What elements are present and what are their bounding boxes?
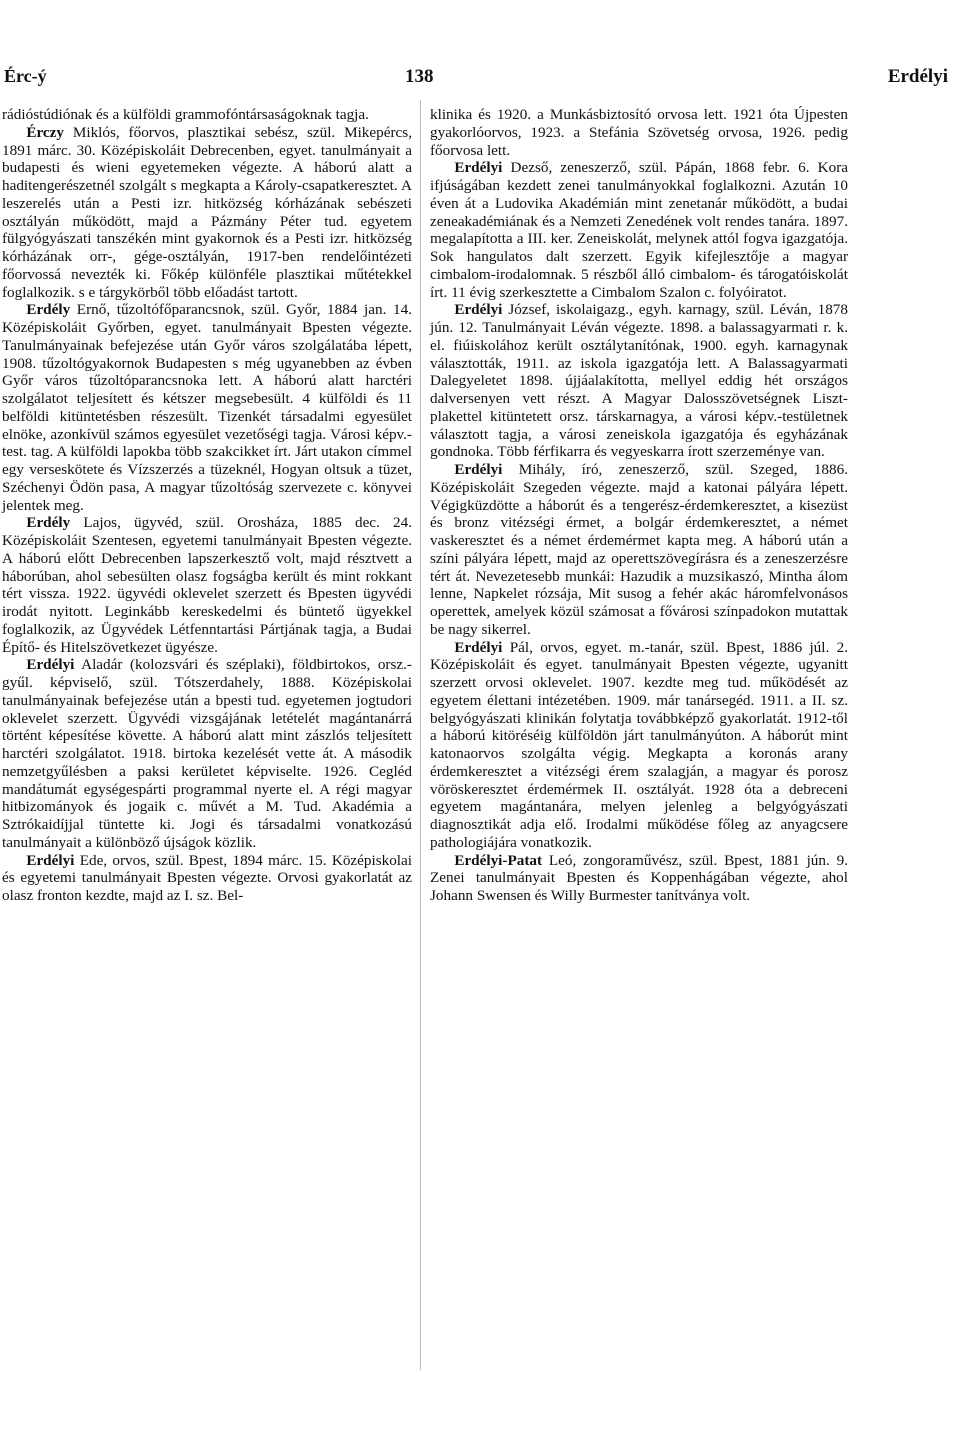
entry [430, 301, 848, 461]
entry-name: Erdélyi [26, 851, 75, 869]
entry [2, 301, 412, 514]
entry-name: Erdélyi [26, 656, 75, 674]
entry-text: klinika és 1920. a Munkásbiztosító orvosa lett. 1921 óta Újpesten gyakorlóorvos, 1923. a Stefánia Szövetség orvosa, 1926. pedig főorvosa lett. [430, 106, 848, 159]
entry-text: Dezső, zeneszerző, szül. Pápán, 1868 febr. 6. Kora ifjúságában kezdett zenei tanulmányokkal foglalkozni. Azután 10 éven át a Ludovika Akadémián mint zenetanár működött, a budai zeneakadémiának és a Nemzeti Zenedének volt rendes tanára. 1897. megalapította a III. ker. Zeneiskolát, melynek attól fogva igazgatója. Sok hangulatos dalt szerzett. Egyik kifejlesztője a magyar cimbalom-irodalomnak. 5 részből álló cimbalom- és tárogatóiskolát írt. 11 évig szerkesztette a Cimbalom Szalon c. folyóiratot. [430, 159, 848, 301]
header-right-guideword: Erdélyi [887, 66, 948, 87]
entry-name: Erdély [26, 514, 71, 532]
entry [430, 159, 848, 301]
entry-text: Aladár (kolozsvári és széplaki), földbirtokos, orsz.-gyűl. képviselő, szül. Tótszerdahely, 1888. Középiskolai tanulmányainak befejezése után a bpesti tud. egyetemen jogtudori oklevelet szerzett. Ügyvédi vizsgájának letételét magántanárrá történt képesítése követte. A háború alatt mint zászlós teljesített harctéri szolgálatot. 1918. birtoka kezelését vette át. A második nemzetgyűlésben a paksi kerületet képviselte. 1926. Cegléd mandátumát egységespárti programmal nyerte el. A régi magyar hitbizományok és jogaik c. művét a M. Tud. Akadémia a Sztrókaidíjjal tüntette ki. Jogi és társadalmi vonatkozású tanulmányait a különböző újságok közlik. [2, 656, 412, 851]
entry [2, 852, 412, 905]
entry-text: Pál, orvos, egyet. m.-tanár, szül. Bpest, 1886 júl. 2. Középiskoláit és egyet. tanulmányait Bpesten végezte, ugyanitt szerzett orvosi oklevelet. 1907. kezdte meg tud. működését az egyetem élettani intézetében. 1909. már tanársegéd. 1911. a II. sz. belgyógyászati klinikán folytatja továbbképző gyakorlatát. 1912-től a háború kitöréséig külföldön járt tanulmányúton. A háborút mint katonaorvos szolgálta végig. Megkapta a koronás arany érdemkeresztet a vitézségi érem szalagján, a magyar és porosz vöröskeresztet érdemérmek II. osztályát. 1928 óta a debreceni egyetem magántanára, melyen jelenleg a belgyógyászati diagnosztikát adja elő. Irodalmi működése főleg az anyagcsere pathologiájára vonatkozik. [430, 638, 848, 851]
page-number: 138 [405, 66, 434, 87]
entry [430, 639, 848, 852]
header-left-guideword: Érc-ý [4, 66, 47, 86]
left-column [2, 106, 412, 905]
entry-name: Érczy [26, 123, 64, 141]
entry-name: Erdélyi-Patat [454, 851, 543, 869]
entry-text: rádióstúdiónak és a külföldi grammofóntársaságoknak tagja. [2, 106, 369, 123]
entry [430, 461, 848, 639]
entry-continuation [2, 106, 412, 124]
entry-name: Erdélyi [454, 301, 503, 319]
entry-text: Mihály, író, zeneszerző, szül. Szeged, 1886. Középiskoláit Szegeden végezte. majd a katonai pályára lépett. Végigküzdötte a háborút és a tengerész-érdemkeresztet, a kisezüst és bronz vitézségi érmet, a bolgár érdemkeresztet, a német vaskeresztet és a német érdemérmet kapta meg. A háború után a színi pályára lépett, majd az operettszövegírásra és a zeneszerzésre tért át. Nevezetesebb munkái: Hazudik a muzsikaszó, Mintha álom lenne, Napkelet rózsája, Mit susog a fehér akác háromfelvonásos operettek, amelyek közül számosat a fővárosi színpadokon mutattak be nagy sikerrel. [430, 461, 848, 638]
entry [2, 514, 412, 656]
entry-name: Erdélyi [454, 159, 503, 177]
entry-text: Lajos, ügyvéd, szül. Orosháza, 1885 dec. 24. Középiskoláit Szentesen, egyetemi tanulmányait Bpesten végezte. A háború előtt Debrecenben lapszerkesztő volt, majd résztvett a háborúban, ahol sebesülten olasz fogságba került és mint rokkant tért vissza. 1922. ügyvédi oklevelet szerzett és Bpesten ügyvédi irodát nyitott. Leginkább kereskedelmi és büntető ügyekkel foglalkozik, az Ügyvédek Létfenntartási Pártjának tagja, a Budai Építő- és Hitelszövetkezet ügyésze. [2, 514, 412, 656]
column-divider [420, 100, 421, 1370]
entry-text: József, iskolaigazg., egyh. karnagy, szül. Léván, 1878 jún. 12. Tanulmányait Léván végezte. 1898. a balassagyarmati r. k. el. fiúiskolához került osztálytanítónak, 1900. egyh. karnagynak választották, 1911. az iskola igazgatója lett. A Balassagyarmati Dalegyeletet 1898. újjáalakította, mellyel eddig hét országos dalversenyen vett részt. A Magyar Dalosszövetségnek Liszt-plakettel kitüntetett orsz. társkarnagya, a városi képv.-testületnek választott tagja, a városi zeneiskola igazgatója és egyházának gondnoka. Több férfikarra és vegyeskarra írott szerzeménye van. [430, 301, 848, 461]
entry-text: Ede, orvos, szül. Bpest, 1894 márc. 15. Középiskolai és egyetemi tanulmányait Bpesten végezte. Orvosi gyakorlatát az olasz fronton kezdte, majd az I. sz. Bel- [2, 851, 412, 904]
entry-text: Leó, zongoraművész, szül. Bpest, 1881 jún. 9. Zenei tanulmányait Bpesten és Koppenhágában végezte, ahol Johann Swensen és Willy Burmester tanítványa volt. [430, 851, 848, 904]
entry-text: Miklós, főorvos, plasztikai sebész, szül. Mikepércs, 1891 márc. 30. Középiskoláit Debrecenben, egyet. tanulmányait a budapesti és wieni egyetemeken végezte. A háború alatt a haditengerészetnél szolgált s megkapta a Károly-csapatkeresztet. A leszerelés után a Pesti izr. hitközség kórházának sebészeti osztályán működött, majd a Pázmány Péter tud. egyetem fülgyógyászati tanszékén mint gyakornok és a Pesti izr. hitközség kórházának orr-, gége-osztályán, 1917-ben rendelőintézeti főorvossá nevezték ki. Főkép különféle plasztikai műtétekkel foglalkozik. s e tárgykörből több előadást tartott. [2, 123, 412, 301]
page-header [0, 66, 960, 96]
entry-name: Erdély [26, 301, 71, 319]
entry [2, 656, 412, 851]
right-column [430, 106, 848, 905]
entry [430, 852, 848, 905]
entry-continuation [430, 106, 848, 159]
entry-text: Ernő, tűzoltófőparancsnok, szül. Győr, 1884 jan. 14. Középiskoláit Győrben, egyet. tanulmányait Bpesten végezte. Tanulmányainak befejezése után Győr város szolgálatába lépett, 1908. tűzoltógyakornok Budapesten s még ugyanebben az évben Győr város tűzoltóparancsnoka lett. A háború alatt harctéri szolgálatot teljesített és kétszer megsebesült. 4 külföldi és 11 belföldi kitüntetésben részesült. Tizenkét társadalmi egyesület elnöke, azonkívül számos egyesület vezetőségi tagja. Városi képv.-test. tag. A külföldi lapokba több szakcikket írt. Járt utakon címmel egy verseskötete és Vízszerzés a tüzeknél, Hogyan oltsuk a tüzet, Széchenyi Ödön pasa, A magyar tűzoltóság szervezete c. könyvei jelentek meg. [2, 301, 412, 514]
entry [2, 124, 412, 302]
entry-name: Erdélyi [454, 638, 503, 656]
entry-name: Erdélyi [454, 461, 503, 478]
